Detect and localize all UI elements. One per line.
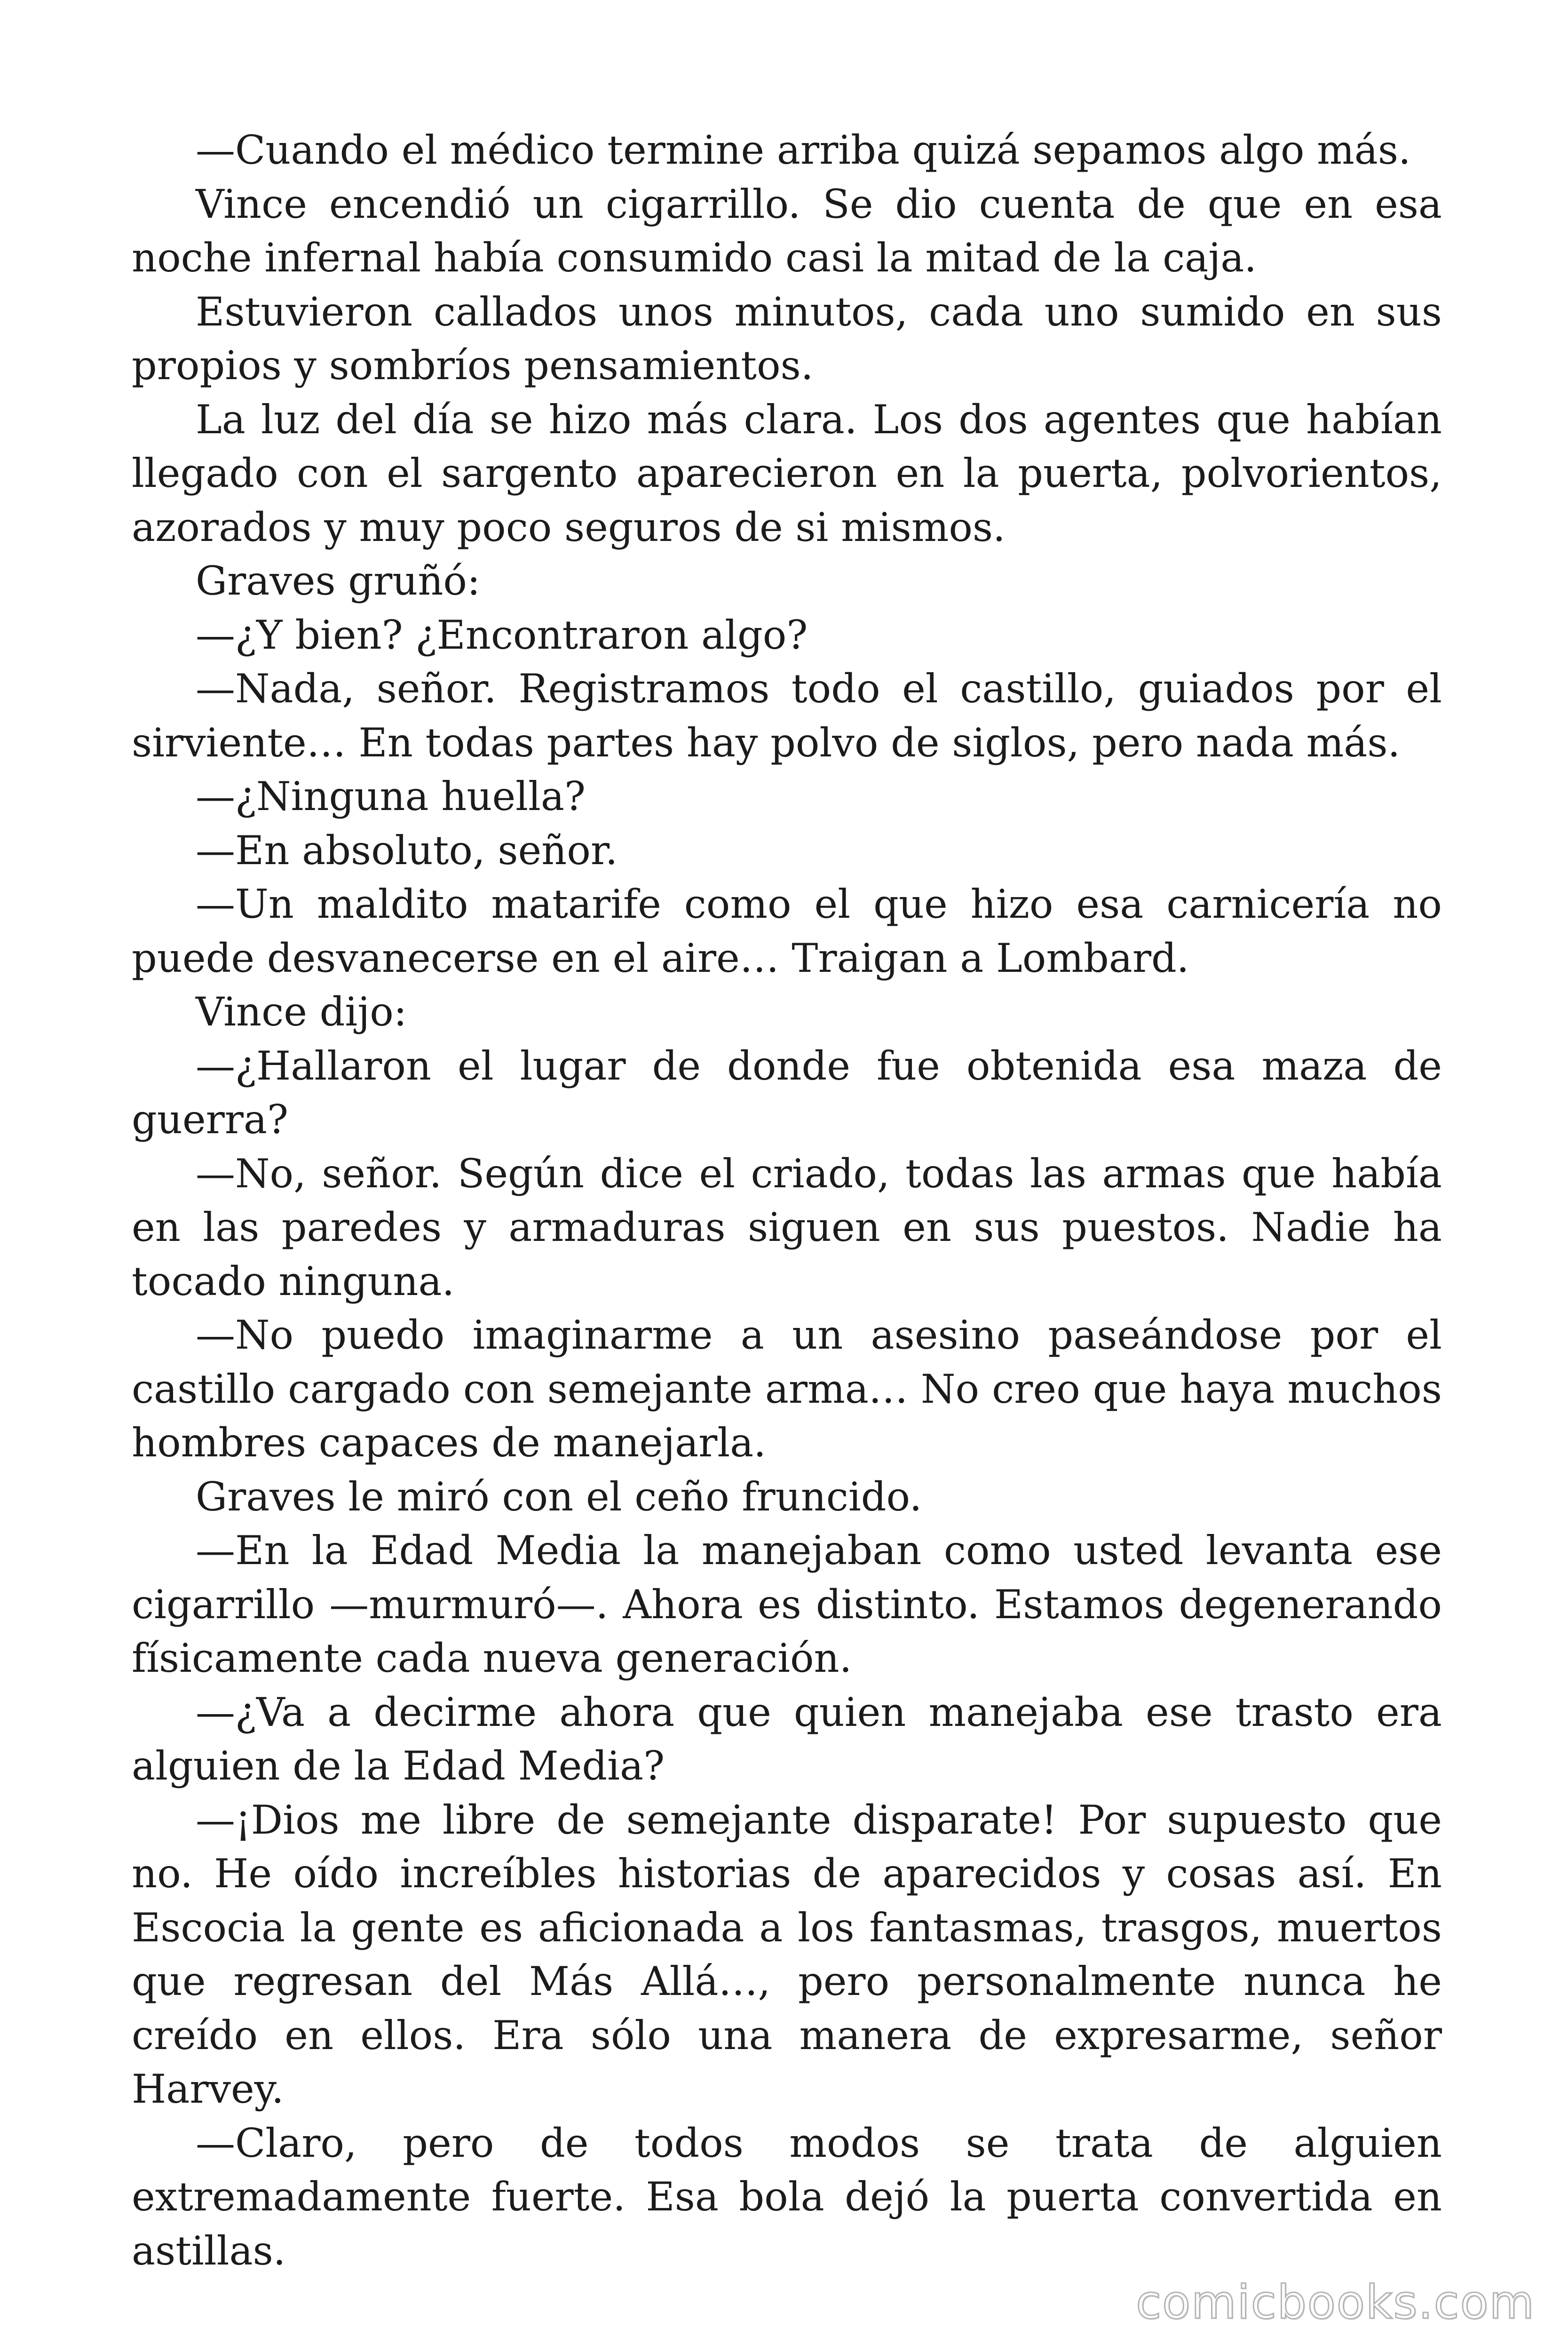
paragraph: —Cuando el médico termine arriba quizá sepamos algo más.	[196, 127, 1411, 173]
paragraph: Vince encendió un cigarrillo. Se dio cuenta de que en esa noche infernal había consumido casi la mitad de la caja.	[132, 181, 1442, 281]
paragraph: —En la Edad Media la manejaban como usted levanta ese cigarrillo —murmuró—. Ahora es distinto. Estamos degenerando físicamente cada nueva generación.	[132, 1527, 1442, 1681]
paragraph: —¿Y bien? ¿Encontraron algo?	[196, 612, 808, 658]
book-page-text	[132, 123, 1442, 2274]
paragraph: La luz del día se hizo más clara. Los dos agentes que habían llegado con el sargento aparecieron en la puerta, polvorientos, azorados y muy poco seguros de si mismos.	[132, 396, 1442, 550]
paragraph: —No puedo imaginarme a un asesino paseándose por el castillo cargado con semejante arma… No creo que haya muchos hombres capaces de manejarla.	[132, 1312, 1442, 1466]
paragraph: —¿Va a decirme ahora que quien manejaba ese trasto era alguien de la Edad Media?	[132, 1689, 1442, 1789]
paragraph: —¿Ninguna huella?	[196, 773, 586, 819]
paragraph: Vince dijo:	[196, 989, 407, 1035]
paragraph: —Nada, señor. Registramos todo el castillo, guiados por el sirviente… En todas partes hay polvo de siglos, pero nada más.	[132, 666, 1442, 766]
paragraph: Estuvieron callados unos minutos, cada uno sumido en sus propios y sombríos pensamientos.	[132, 288, 1442, 389]
paragraph: —En absoluto, señor.	[196, 827, 618, 874]
paragraph: —Claro, pero de todos modos se trata de alguien extremadamente fuerte. Esa bola dejó la puerta convertida en astillas.	[132, 2120, 1442, 2274]
paragraph: Graves le miró con el ceño fruncido.	[196, 1473, 922, 1520]
paragraph: —No, señor. Según dice el criado, todas las armas que había en las paredes y armaduras siguen en sus puestos. Nadie ha tocado ninguna.	[132, 1150, 1442, 1304]
watermark: comicbooks.com	[1136, 2276, 1535, 2329]
paragraph: —¡Dios me libre de semejante disparate! Por supuesto que no. He oído increíbles historias de aparecidos y cosas así. En Escocia la gente es aficionada a los fantasmas, trasgos, muertos que regresan del Más Allá…, pero personalmente nunca he creído en ellos. Era sólo una manera de expresarme, señor Harvey.	[132, 1796, 1442, 2112]
paragraph: —Un maldito matarife como el que hizo esa carnicería no puede desvanecerse en el aire… Traigan a Lombard.	[132, 881, 1442, 981]
paragraph: —¿Hallaron el lugar de donde fue obtenida esa maza de guerra?	[132, 1042, 1442, 1143]
paragraph: Graves gruñó:	[196, 558, 481, 604]
